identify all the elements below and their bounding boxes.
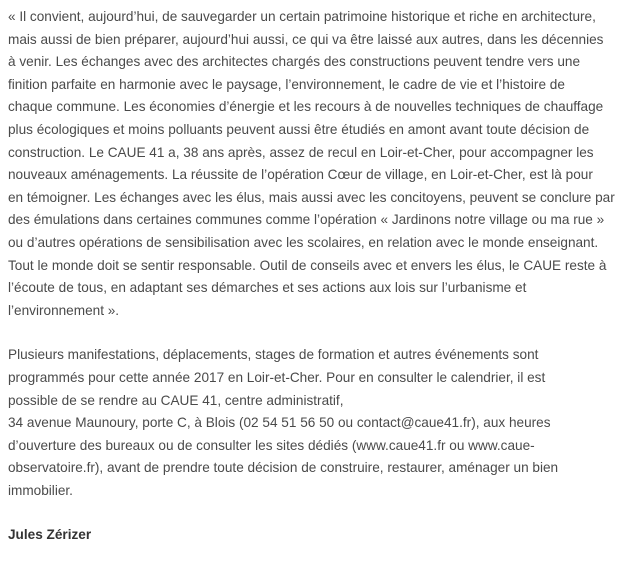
text-line: immobilier.	[8, 482, 73, 498]
text-line: l’environnement ».	[8, 302, 120, 318]
text-line: Tout le monde doit se sentir responsable. Outil de conseils avec et envers les élus, le CAUE reste à	[8, 257, 607, 273]
text-line: nouveaux aménagements. La réussite de l’opération Cœur de village, en Loir-et-Cher, est là pour	[8, 167, 593, 183]
text-line: 34 avenue Maunoury, porte C, à Blois (02 54 51 56 50 ou contact@caue41.fr), aux heures	[8, 415, 551, 431]
text-line: l’écoute de tous, en adaptant ses démarches et ses actions aux lois sur l’urbanisme et	[8, 280, 527, 296]
text-line: construction. Le CAUE 41 a, 38 ans après, assez de recul en Loir-et-Cher, pour accompagner les	[8, 144, 594, 160]
text-line: d’ouverture des bureaux ou de consulter les sites dédiés (www.caue41.fr ou www.caue-	[8, 437, 535, 453]
text-line: chaque commune. Les économies d’énergie et les recours à de nouvelles techniques de chauffage	[8, 99, 604, 115]
text-line: Plusieurs manifestations, déplacements, stages de formation et autres événements sont	[8, 347, 539, 363]
text-line: ou d’autres opérations de sensibilisation avec les scolaires, en relation avec le monde enseignant.	[8, 234, 599, 250]
text-line: à venir. Les échanges avec des architectes chargés des constructions peuvent tendre vers une	[8, 54, 581, 70]
text-line: finition parfaite en harmonie avec le paysage, l’environnement, le cadre de vie et l’histoire de	[8, 76, 565, 92]
text-line: observatoire.fr), avant de prendre toute décision de construire, restaurer, aménager un bien	[8, 460, 559, 476]
text-line: « Il convient, aujourd’hui, de sauvegarder un certain patrimoine historique et riche en architecture,	[8, 9, 596, 24]
author-signature: Jules Zérizer	[8, 527, 92, 543]
paragraph-events	[8, 344, 630, 502]
text-line: programmés pour cette année 2017 en Loir-et-Cher. Pour en consulter le calendrier, il est	[8, 369, 546, 385]
text-line: possible de se rendre au CAUE 41, centre administratif,	[8, 392, 344, 408]
text-line: plus écologiques et moins polluants peuvent aussi être étudiés en amont avant toute décision de	[8, 121, 590, 137]
text-line: en témoigner. Les échanges avec les élus, mais aussi avec les concitoyens, peuvent se conclure par	[8, 189, 615, 205]
paragraph-quote	[8, 6, 630, 322]
text-line: mais aussi de bien préparer, aujourd’hui aussi, ce qui va être laissé aux autres, dans les décennies	[8, 31, 604, 47]
text-line: des émulations dans certaines communes comme l’opération « Jardinons notre village ou ma rue »	[8, 212, 605, 228]
